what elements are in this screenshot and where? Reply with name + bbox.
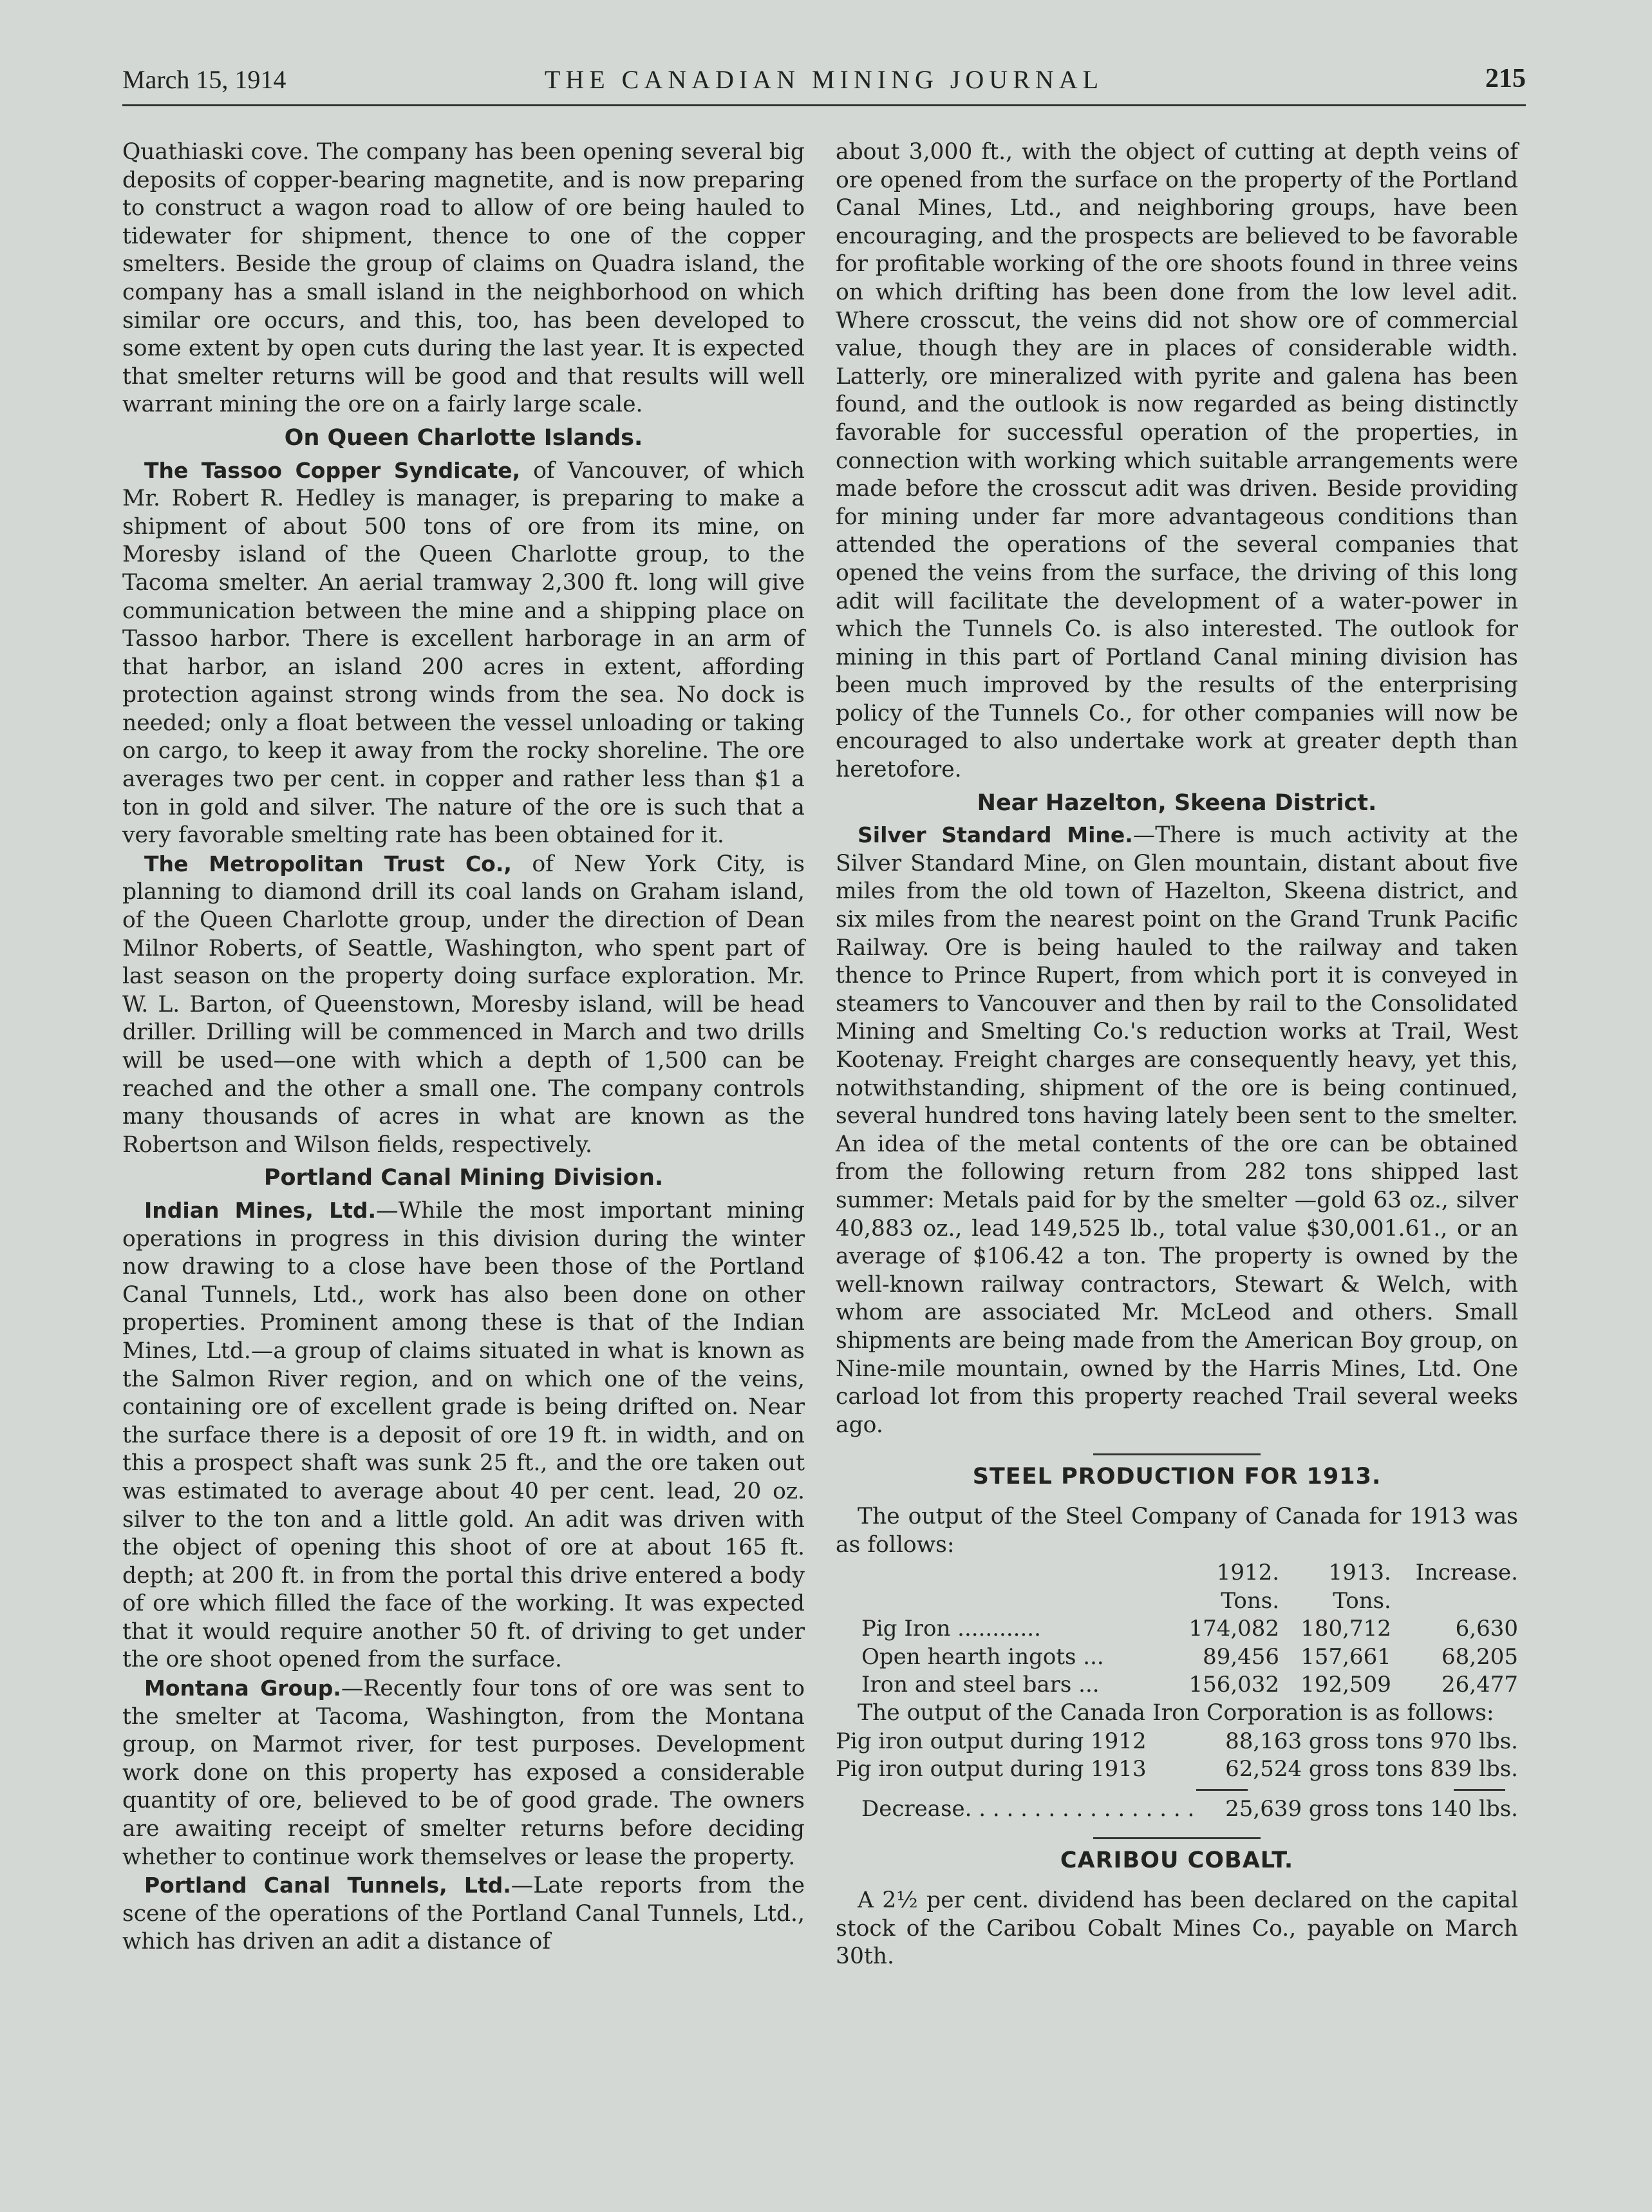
cell-1913: 192,509 [1300,1672,1391,1698]
paragraph: A 2½ per cent. dividend has been declared on the capital stock of the Caribou Cobalt Mines Co., payable on March 30th. [836,1887,1518,1970]
pig-iron-1913-line [836,1755,1518,1784]
paragraph [122,457,805,850]
right-column [836,138,1518,1971]
sum-rule [1454,1789,1505,1791]
paragraph: The output of the Canada Iron Corporation is as follows: [858,1700,1494,1726]
unit-label: Tons. [1221,1587,1280,1614]
divider [1093,1837,1261,1839]
page-number: 215 [1485,64,1526,93]
section-heading: Portland Canal Mining Division. [263,1165,664,1191]
item-text: of Vancouver, of which Mr. Robert R. Hedley is manager, is preparing to make a shipment of about 500 tons of ore from its mine, on Moresby island of the Queen Charlotte group, to the Tacoma smelter. An aerial tramway 2,300 ft. long will give communication between the mine and a shipping place on Tassoo harbor. There is excellent harborage in an arm of that harbor, an island 200 acres in extent, affording protection against strong winds from the sea. No dock is needed; only a float between the vessel unloading or taking on cargo, to keep it away from the rocky shoreline. The ore averages two per cent. in copper and rather less than $1 a ton in gold and silver. The nature of the ore is such that a very favorable smelting rate has been obtained for it. [122,457,805,849]
pig-iron-1912-line [836,1728,1518,1756]
cell-1912: 156,032 [1188,1672,1280,1698]
table-row [836,1615,1518,1643]
cell-1913: 157,661 [1300,1643,1391,1670]
line-label: Decrease. . . . . . . . . . . . . . . . . [861,1795,1195,1822]
item-text: —Late reports from the scene of the operations of the Portland Canal Tunnels, Ltd., which has driven an adit a distance of [122,1873,805,1955]
page-header [122,59,1526,106]
table-units-row [836,1587,1518,1616]
item-lead: Montana Group. [144,1676,341,1701]
steel-production-table [836,1559,1518,1699]
journal-title: THE CANADIAN MINING JOURNAL [544,65,1104,94]
item-text: of New York City, is planning to diamond drill its coal lands on Graham island, of the Queen Charlotte group, under the direction of Dean Milnor Roberts, of Seattle, Washington, who spent part of last season on the property doing surface exploration. Mr. W. L. Barton, of Queenstown, Moresby island, will be head driller. Drilling will be commenced in March and two drills will be used—one with which a depth of 1,500 can be reached and the other a small one. The company controls many thousands of acres in what are known as the Robertson and Wilson fields, respectively. [122,851,805,1158]
column-header: 1912. [1216,1560,1280,1586]
item-text: —Recently four tons of ore was sent to the smelter at Tacoma, Washington, from the Montana group, on Marmot river, for test purposes. Development work done on this property has exposed a considerable quantity of ore, believed to be of good grade. The owners are awaiting receipt of smelter returns before deciding whether to continue work themselves or lease the property. [122,1676,805,1870]
paragraph: The output of the Steel Company of Canada for 1913 was as follows: [836,1503,1518,1558]
column-header: Increase. [1415,1560,1518,1586]
item-lead: Silver Standard Mine. [858,822,1133,848]
article-title: STEEL PRODUCTION FOR 1913. [972,1464,1382,1490]
paragraph [122,1674,805,1871]
column-header: 1913. [1328,1560,1391,1586]
cell-increase: 68,205 [1441,1643,1518,1670]
section-heading: Near Hazelton, Skeena District. [977,789,1377,816]
line-label: Pig iron output during 1912 [836,1728,1147,1754]
issue-date: March 15, 1914 [122,65,286,94]
paragraph: Quathiaski cove. The company has been opening several big deposits of copper-bearing magnetite, and is now preparing to construct a wagon road to allow of ore being hauled to tidewater for shipment, thence to one of the copper smelters. Beside the group of claims on Quadra island, the company has a small island in the neighborhood on which similar ore occurs, and this, too, has been developed to some extent by open cuts during the last year. It is expected that smelter returns will be good and that results will well warrant mining the ore on a fairly large scale. [122,139,805,418]
decrease-line [836,1795,1518,1824]
table-header-row [836,1559,1518,1587]
cell-increase: 6,630 [1455,1616,1518,1642]
line-value: 25,639 gross tons 140 lbs. [1225,1795,1518,1822]
item-lead: The Metropolitan Trust Co., [144,851,512,876]
sum-rules [836,1784,1518,1795]
cell-increase: 26,477 [1441,1672,1518,1698]
paragraph [836,821,1518,1439]
cell-1912: 89,456 [1203,1643,1280,1670]
item-lead: The Tassoo Copper Syndicate, [144,457,521,483]
line-value: 62,524 gross tons 839 lbs. [1225,1756,1518,1782]
cell-1912: 174,082 [1188,1616,1280,1642]
item-text: —While the most important mining operations in progress in this division during the winter now drawing to a close have been those of the Portland Canal Tunnels, Ltd., work has also been done on other properties. Prominent among these is that of the Indian Mines, Ltd.—a group of claims situated in what is known as the Salmon River region, and on which one of the veins, containing ore of excellent grade is being drifted on. Near the surface there is a deposit of ore 19 ft. in width, and on this a prospect shaft was sunk 25 ft., and the ore taken out was estimated to average about 40 per cent. lead, 20 oz. silver to the ton and a little gold. An adit was driven with the object of opening this shoot of ore at about 165 ft. depth; at 200 ft. in from the portal this drive entered a body of ore which filled the face of the working. It was expected that it would require another 50 ft. of driving to get under the ore shoot opened from the surface. [122,1197,805,1673]
article-title: CARIBOU COBALT. [1060,1848,1294,1874]
line-label: Pig iron output during 1913 [836,1756,1147,1782]
divider [1093,1453,1261,1455]
table-row [836,1671,1518,1699]
sum-rule [1196,1789,1248,1791]
line-value: 88,163 gross tons 970 lbs. [1225,1728,1518,1754]
item-lead: Portland Canal Tunnels, Ltd. [144,1873,511,1898]
paragraph: about 3,000 ft., with the object of cutting at depth veins of ore opened from the surface on the property of the Portland Canal Mines, Ltd., and neighboring groups, have been encouraging, and the prospects are believed to be favorable for profitable working of the ore shoots found in three veins on which drifting has been done from the low level adit. Where crosscut, the veins did not show ore of commercial value, though they are in places of considerable width. Latterly, ore mineralized with pyrite and galena has been found, and the outlook is now regarded as being distinctly favorable for successful operation of the properties, in connection with working which suitable arrangements were made before the crosscut adit was driven. Beside providing for mining under far more advantageous conditions than attended the operations of the several companies that opened the veins from the surface, the driving of this long adit will facilitate the development of a water-power in which the Tunnels Co. is also interested. The outlook for mining in this part of Portland Canal mining division has been much improved by the results of the enterprising policy of the Tunnels Co., for other companies will now be encouraged to also undertake work at greater depth than heretofore. [836,139,1518,783]
unit-label: Tons. [1333,1587,1391,1614]
item-text: —There is much activity at the Silver Standard Mine, on Glen mountain, distant about five miles from the old town of Hazelton, Skeena district, and six miles from the nearest point on the Grand Trunk Pacific Railway. Ore is being hauled to the railway and taken thence to Prince Rupert, from which port it is conveyed in steamers to Vancouver and then by rail to the Consolidated Mining and Smelting Co.'s reduction works at Trail, West Kootenay. Freight charges are consequently heavy, yet this, notwithstanding, shipment of the ore is being continued, several hundred tons having lately been sent to the smelter. An idea of the metal contents of the ore can be obtained from the following return from 282 tons shipped last summer: Metals paid for by the smelter —gold 63 oz., silver 40,883 oz., lead 149,525 lb., total value $30,001.61., or an average of $106.42 a ton. The property is owned by the well-known railway contractors, Stewart & Welch, with whom are associated Mr. McLeod and others. Small shipments are being made from the American Boy group, on Nine-mile mountain, owned by the Harris Mines, Ltd. One carload lot from this property reached Trail several weeks ago. [836,822,1518,1438]
paragraph [122,1196,805,1674]
left-column [122,138,805,1956]
row-label: Pig Iron ............ [861,1616,1041,1642]
row-label: Iron and steel bars ... [861,1672,1100,1698]
item-lead: Indian Mines, Ltd. [144,1197,377,1223]
section-heading: On Queen Charlotte Islands. [284,424,643,451]
paragraph [122,1871,805,1956]
cell-1913: 180,712 [1300,1616,1391,1642]
table-row [836,1643,1518,1672]
row-label: Open hearth ingots ... [861,1643,1104,1670]
paragraph [122,850,805,1160]
